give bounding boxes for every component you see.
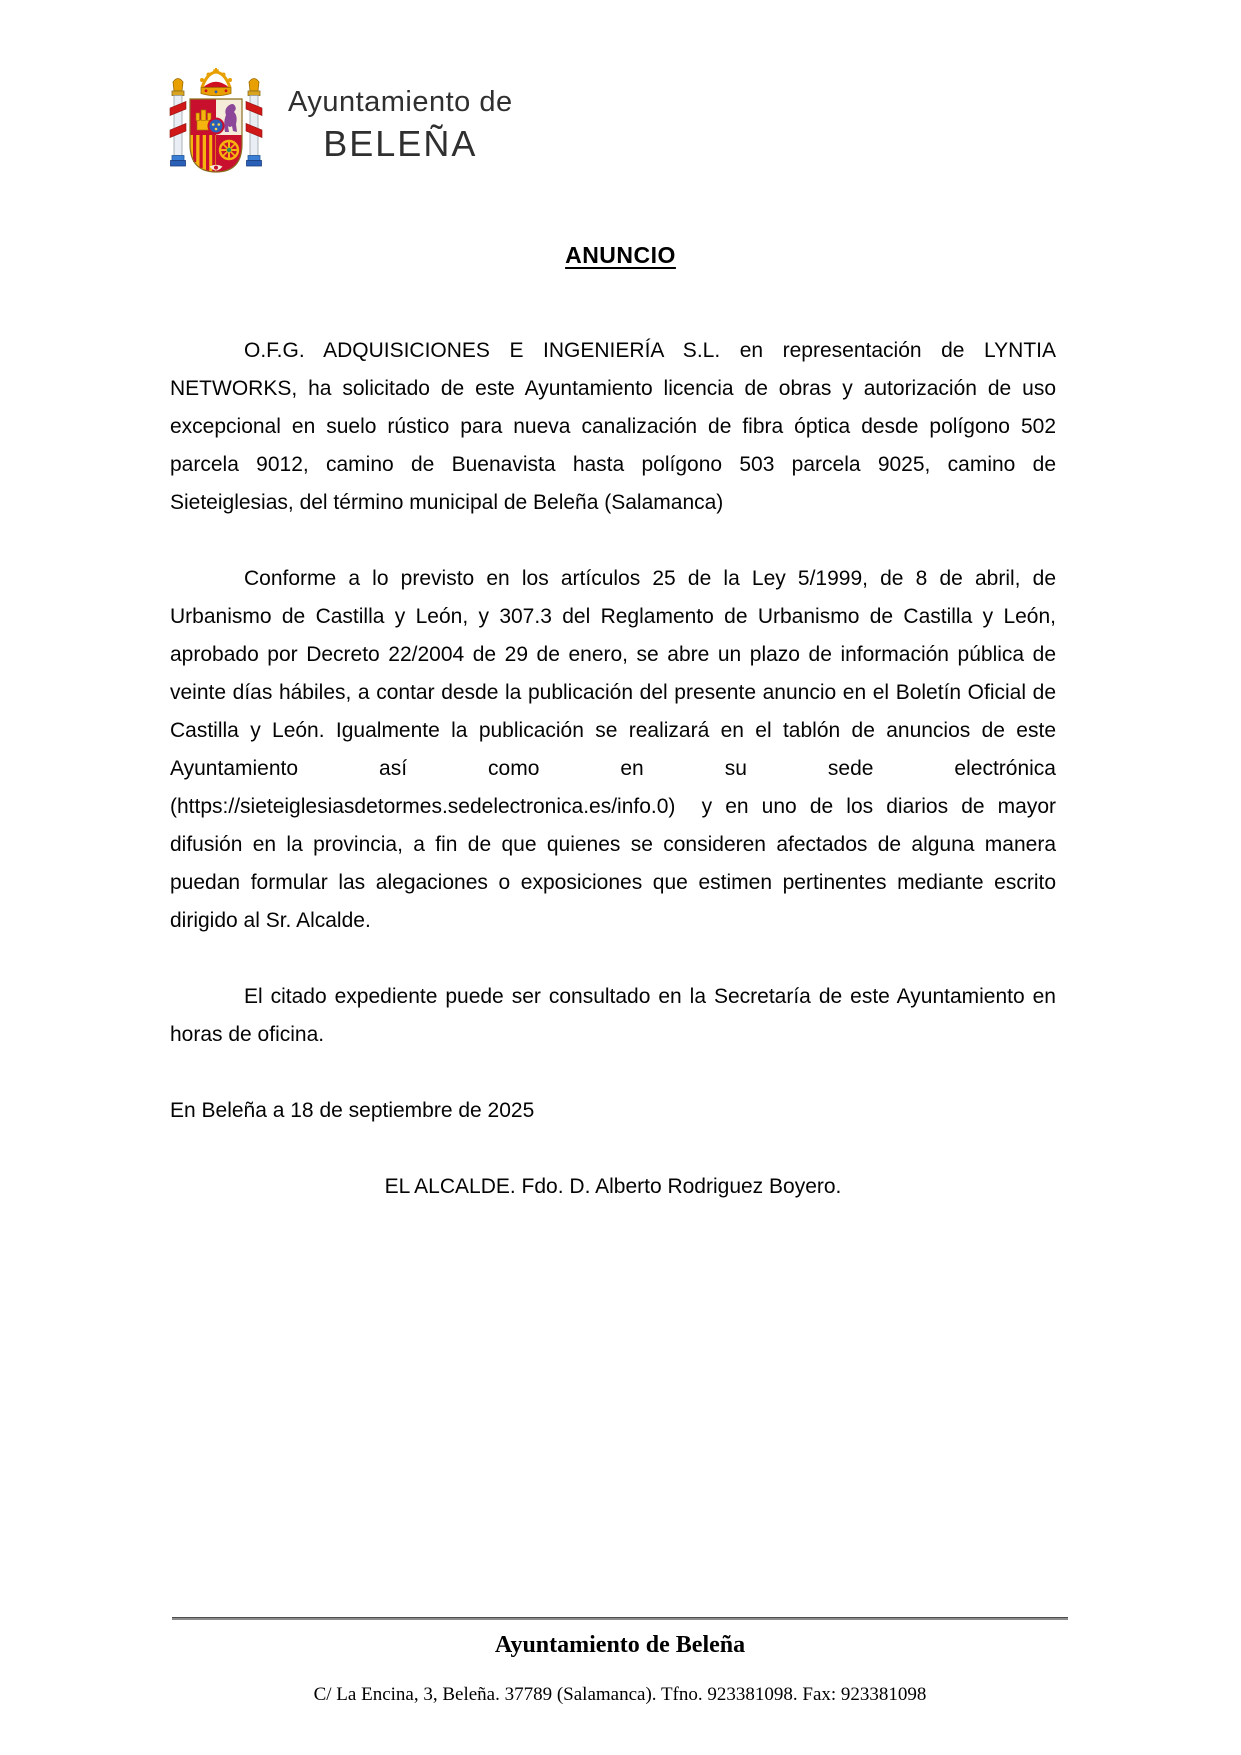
- paragraph-applicant: O.F.G. ADQUISICIONES E INGENIERÍA S.L. en representación de LYNTIA NETWORKS, ha solicitado de este Ayuntamiento licencia de obras y autorización de uso excepcional en suelo rústico para nueva canalización de fibra óptica desde polígono 502 parcela 9012, camino de Buenavista hasta polígono 503 parcela 9025, camino de Sieteiglesias, del término municipal de Beleña (Salamanca): [170, 339, 1062, 514]
- paragraph-file-consultation: El citado expediente puede ser consultado en la Secretaría de este Ayuntamiento en horas de oficina.: [170, 985, 1062, 1046]
- footer-address: C/ La Encina, 3, Beleña. 37789 (Salamanca). Tfno. 923381098. Fax: 923381098: [313, 1684, 927, 1705]
- footer-org-name: Ayuntamiento de Beleña: [494, 1632, 746, 1658]
- org-name: [288, 86, 513, 165]
- left-pillar-of-hercules: [170, 79, 186, 167]
- date-line: En Beleña a 18 de septiembre de 2025: [170, 1099, 535, 1122]
- paragraph-legal-basis: Conforme a lo previsto en los artículos 25 de la Ley 5/1999, de 8 de abril, de Urbanismo de Castilla y León, y 307.3 del Reglamento de Urbanismo de Castilla y León, aprobado por Decreto 22/2004 de 29 de enero, se abre un plazo de información pública de veinte días hábiles, a contar desde la publicación del presente anuncio en el Boletín Oficial de Castilla y León. Igualmente la publicación se realizará en el tablón de anuncios de este Ayuntamiento así como en su sede electrónica (https://sieteiglesiasdetormes.sedelectronica.es/info.0) y en uno de los diarios de mayor difusión en la provincia, a fin de que quienes se consideren afectados de alguna manera puedan formular las alegaciones o exposiciones que estimen pertinentes mediante escrito dirigido al Sr. Alcalde.: [170, 567, 1062, 932]
- signature-line: EL ALCALDE. Fdo. D. Alberto Rodriguez Boyero.: [384, 1175, 842, 1198]
- document-title: ANUNCIO: [565, 242, 676, 268]
- org-name-line1: Ayuntamiento de: [288, 86, 513, 118]
- footer-divider: [172, 1617, 1068, 1620]
- document-body: [170, 332, 1062, 1244]
- quartered-shield: [190, 99, 242, 172]
- right-pillar-of-hercules: [246, 79, 262, 167]
- org-name-line2: BELEÑA: [323, 123, 478, 165]
- spain-coat-of-arms-icon: [168, 68, 264, 180]
- royal-crown: [200, 68, 232, 96]
- header-logo-block: [168, 68, 513, 180]
